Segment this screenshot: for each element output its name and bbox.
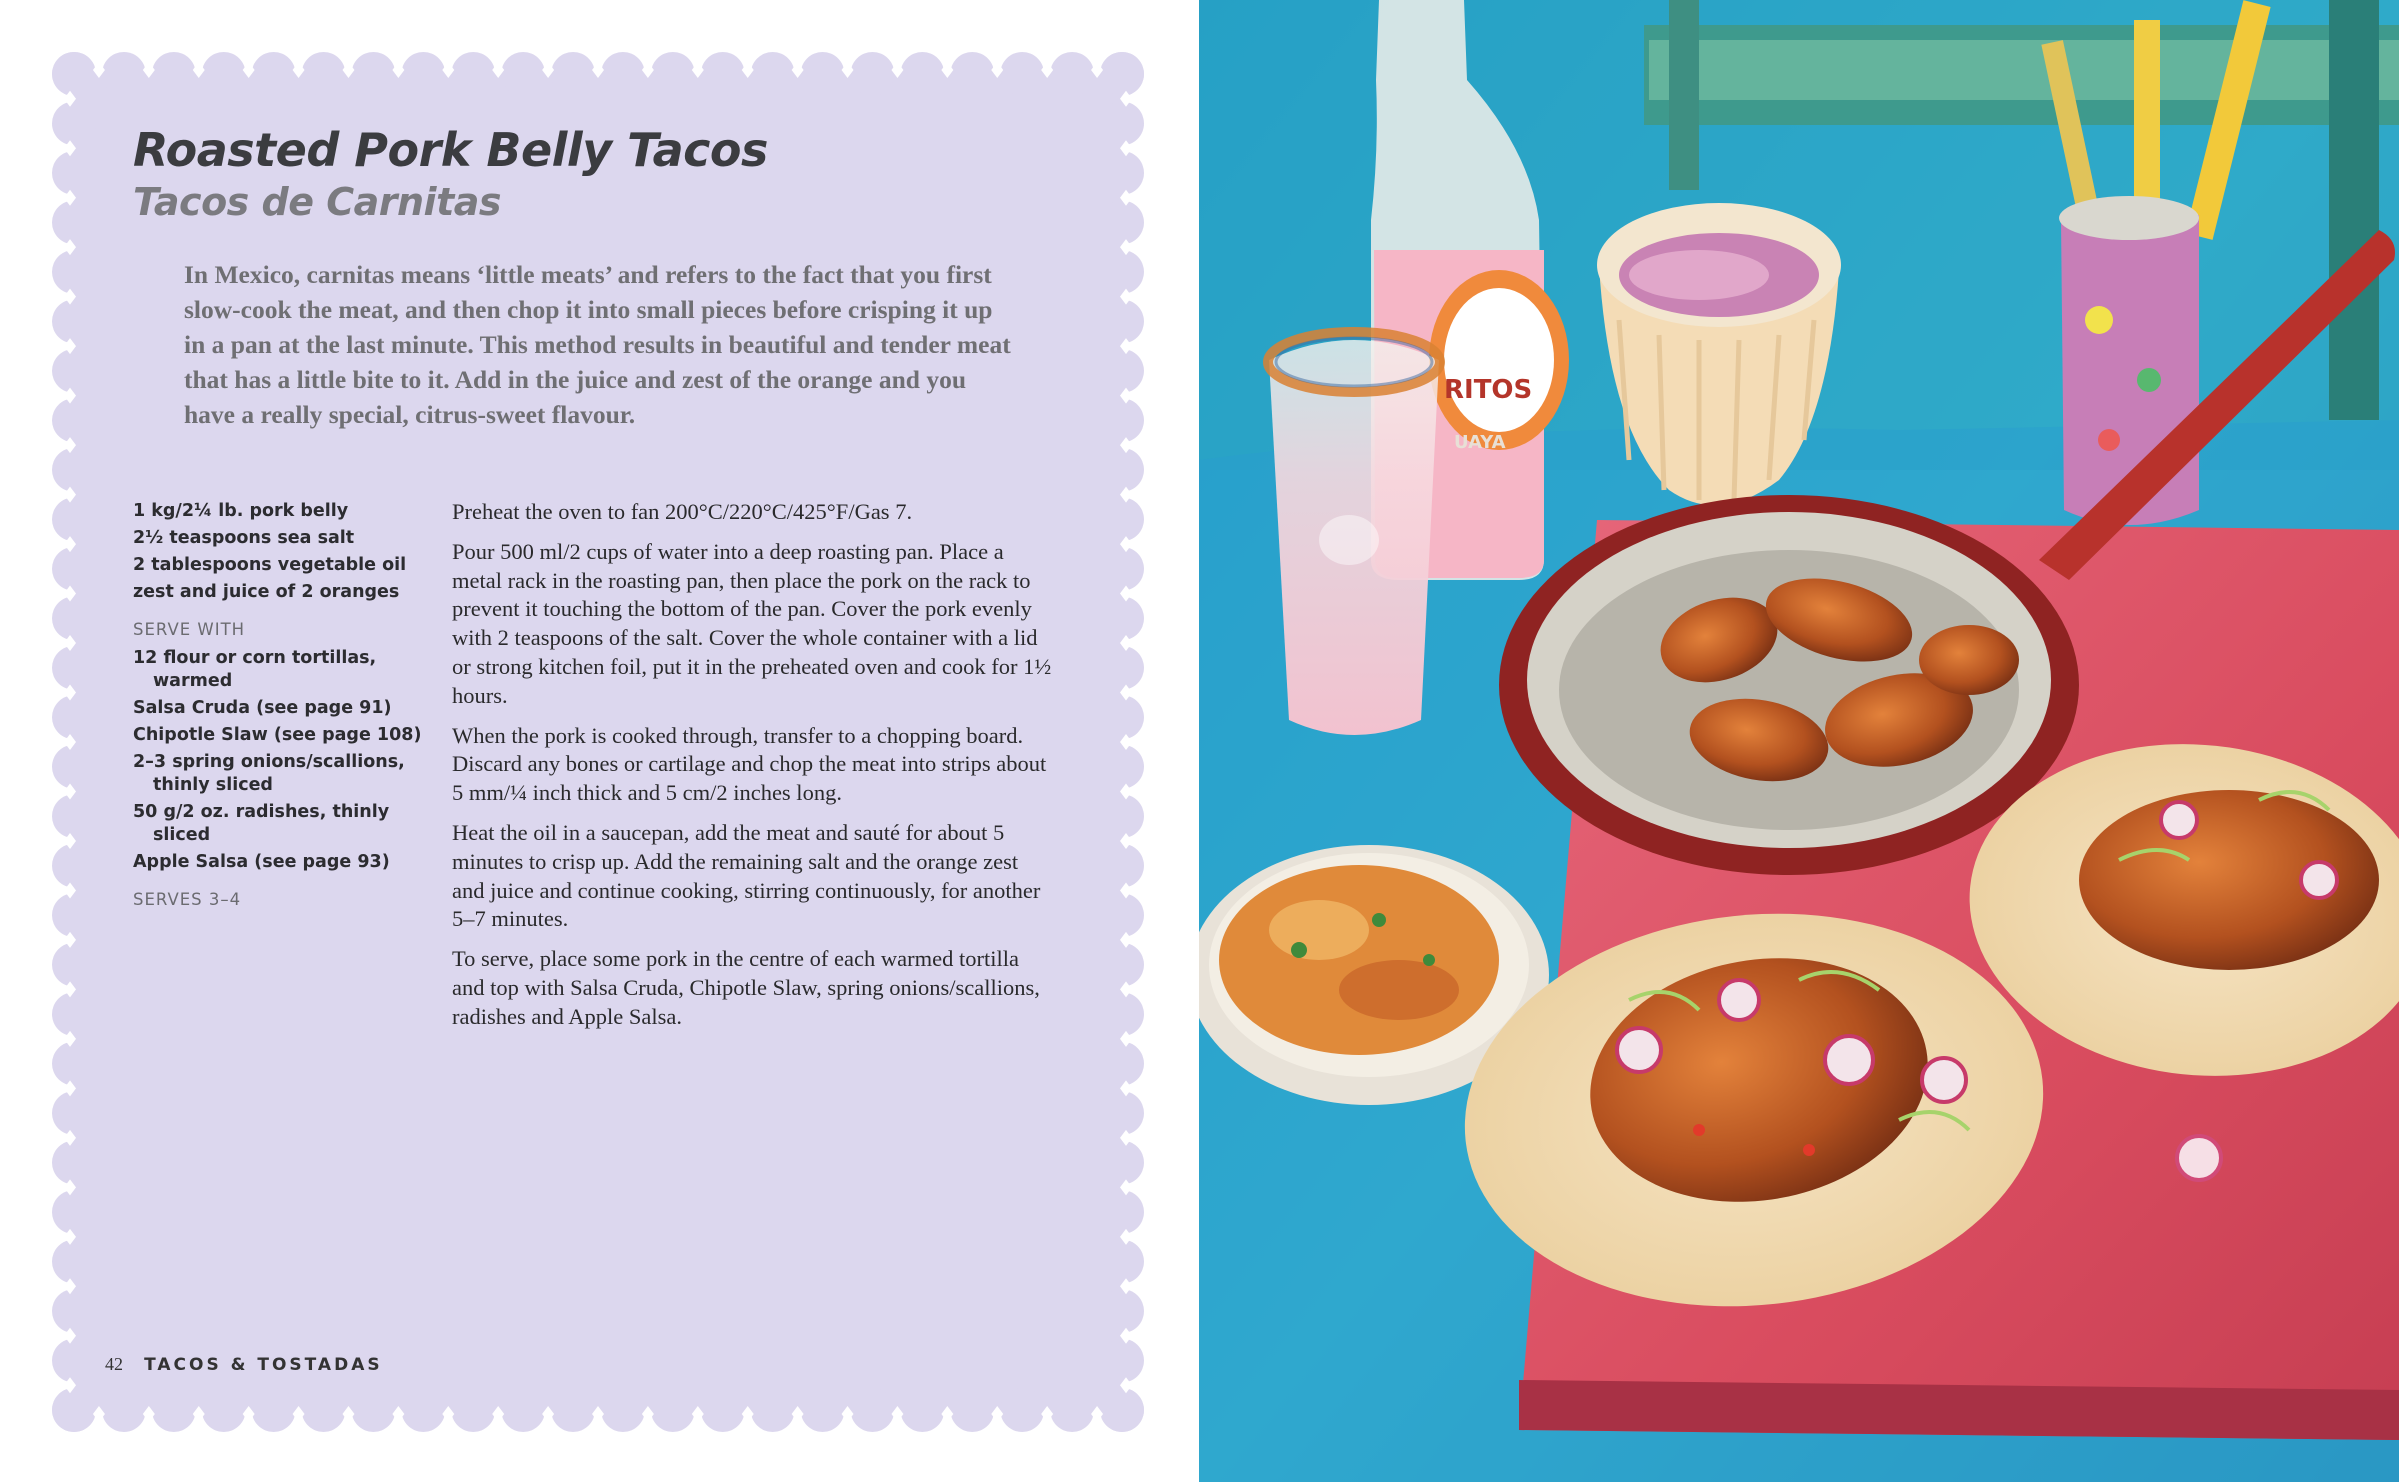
page-footer [105, 1354, 383, 1375]
drinking-glass [1268, 332, 1440, 735]
method-step: Heat the oil in a saucepan, add the meat and sauté for about 5 minutes to crisp up. Add the remaining salt and the orange zest and juice and continue cooking, stirring continuously, for another 5–7 minutes. [452, 819, 1041, 932]
ingredient-item: 2½ teaspoons sea salt [133, 528, 355, 548]
ingredient-item: zest and juice of 2 oranges [133, 582, 400, 602]
food-photo [1199, 0, 2399, 1482]
serve-with-item: 2–3 spring onions/scallions, thinly sliced [133, 752, 405, 795]
food-photo-page [1199, 0, 2399, 1482]
ingredients-list [133, 500, 433, 911]
radish-slice [2177, 1136, 2221, 1180]
serve-with-item: Chipotle Slaw (see page 108) [133, 725, 422, 745]
method-step: Preheat the oven to fan 200°C/220°C/425°F/Gas 7. [452, 499, 913, 524]
recipe-subtitle: Tacos de Carnitas [133, 180, 502, 224]
serve-with-item: Apple Salsa (see page 93) [133, 852, 390, 872]
serve-with-item: 12 flour or corn tortillas, warmed [133, 648, 377, 691]
serves-count: SERVES 3–4 [133, 890, 242, 909]
ingredient-item: 1 kg/2¼ lb. pork belly [133, 501, 349, 521]
method-step: When the pork is cooked through, transfer to a chopping board. Discard any bones or cartilage and chop the meat into strips about 5 mm/¼ inch thick and 5 cm/2 inches long. [452, 722, 1047, 806]
method-step: Pour 500 ml/2 cups of water into a deep roasting pan. Place a metal rack in the roasting pan, then place the pork on the rack to prevent it touching the bottom of the pan. Cover the pork evenly with 2 teaspoons of the salt. Cover the whole container with a lid or strong kitchen foil, put it in the preheated oven and cook for 1½ hours. [452, 538, 1052, 708]
serve-with-item: Salsa Cruda (see page 91) [133, 698, 392, 718]
serve-with-heading: SERVE WITH [133, 620, 246, 639]
section-name: TACOS & TOSTADAS [144, 1355, 383, 1375]
recipe-intro: In Mexico, carnitas means ‘little meats’ and refers to the fact that you first slow-cook the meat, and then chop it into small pieces before crisping it up in a pan at the last minute. This method results in beautiful and tender meat that has a little bite to it. Add in the juice and zest of the orange and you have a really special, citrus-sweet flavour. [184, 260, 1011, 429]
page-number: 42 [105, 1354, 123, 1374]
serve-with-item: 50 g/2 oz. radishes, thinly sliced [133, 802, 390, 845]
recipe-title: Roasted Pork Belly Tacos [133, 123, 768, 177]
ingredient-item: 2 tablespoons vegetable oil [133, 555, 407, 575]
bottle-flavor-text: UAYA [1454, 432, 1506, 453]
method-steps [452, 498, 1052, 1043]
method-step: To serve, place some pork in the centre of each warmed tortilla and top with Salsa Cruda, Chipotle Slaw, spring onions/scallions, radishes and Apple Salsa. [452, 946, 1040, 1029]
bottle-label-text: RITOS [1444, 375, 1533, 405]
left-page [0, 0, 1199, 1482]
